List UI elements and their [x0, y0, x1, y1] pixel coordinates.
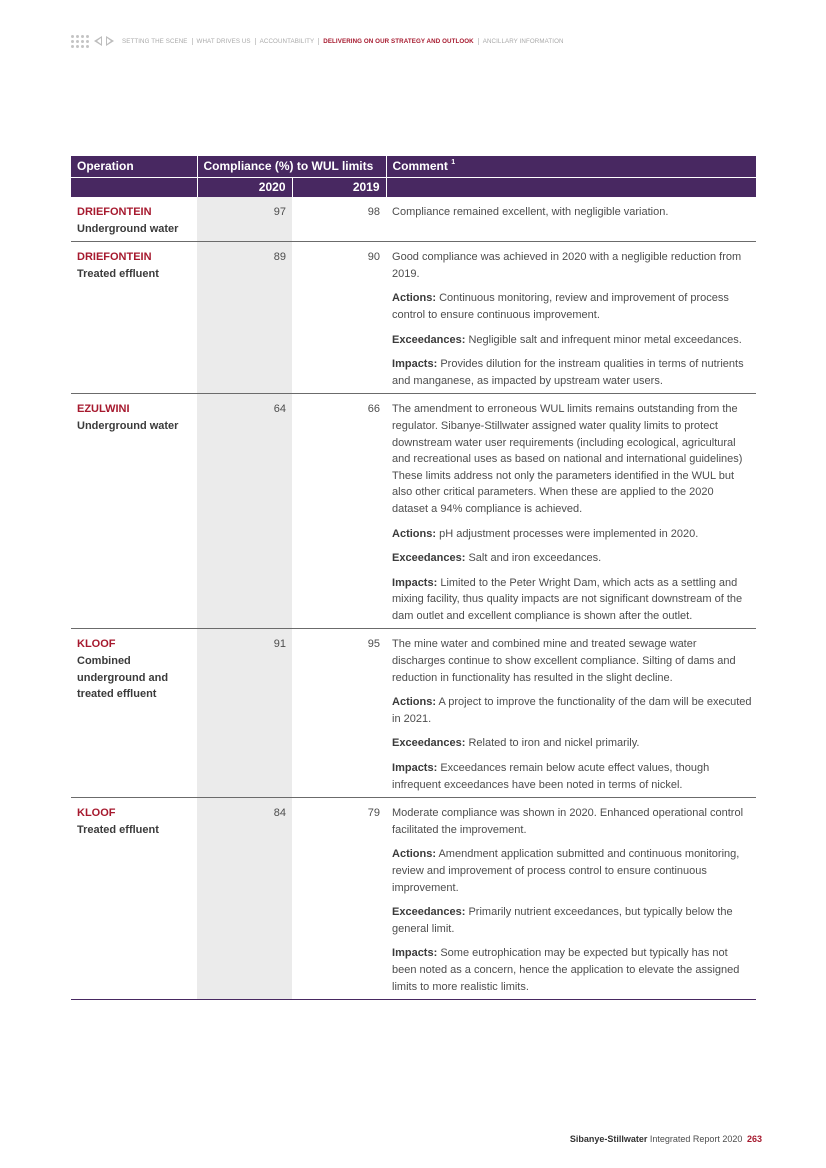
operation-cell: [71, 798, 197, 1000]
nav-item[interactable]: DELIVERING ON OUR STRATEGY AND OUTLOOK: [323, 37, 474, 45]
next-page-icon[interactable]: [106, 36, 114, 46]
table-row: [71, 197, 756, 242]
comment-text: A project to improve the functionality of the dam will be executed in 2021.: [392, 696, 752, 725]
page-number: 263: [746, 1134, 762, 1144]
comment-paragraph: [392, 846, 752, 896]
comment-label: Exceedances:: [392, 552, 466, 565]
operation-name: DRIEFONTEIN: [77, 251, 152, 264]
header-operation: Operation: [71, 156, 197, 177]
footer-report: Integrated Report 2020: [649, 1134, 743, 1144]
comment-text: Limited to the Peter Wright Dam, which acts as a settling and mixing facility, thus quality impacts are not significant downstream of the dam outlet and excellent compliance is shown after the outlet.: [392, 576, 743, 622]
header-year-2019: 2019: [292, 177, 386, 197]
comment-text: Related to iron and nickel primarily.: [468, 737, 640, 750]
section-nav: [122, 38, 564, 45]
comment-paragraph: [392, 694, 752, 727]
comment-label: Exceedances:: [392, 906, 466, 919]
comment-text: pH adjustment processes were implemented in 2020.: [439, 527, 699, 540]
header-comment-footnote: 1: [451, 159, 456, 167]
comment-text: Amendment application submitted and continuous monitoring, review and improvement of process control to ensure continuous improvement.: [392, 848, 740, 894]
comment-paragraph: [392, 636, 752, 686]
comment-paragraph: [392, 575, 752, 625]
header-comment: [386, 156, 756, 177]
comment-label: Impacts:: [392, 576, 438, 589]
compliance-2019: 98: [292, 197, 386, 242]
table-row: [71, 242, 756, 394]
comment-paragraph: [392, 526, 752, 543]
compliance-2020: 84: [197, 798, 292, 1000]
operation-cell: [71, 242, 197, 394]
operation-cell: [71, 629, 197, 798]
compliance-2020: 89: [197, 242, 292, 394]
table-row: [71, 798, 756, 1000]
comment-label: Exceedances:: [392, 333, 466, 346]
operation-type: Underground water: [77, 222, 179, 235]
comment-cell: [386, 197, 756, 242]
comment-cell: [386, 394, 756, 629]
comment-text: Negligible salt and infrequent minor metal exceedances.: [468, 333, 742, 346]
subheader-blank-comment: [386, 177, 756, 197]
compliance-2019: 79: [292, 798, 386, 1000]
compliance-2020: 97: [197, 197, 292, 242]
nav-separator: [255, 38, 256, 45]
compliance-2020: 64: [197, 394, 292, 629]
comment-text: Provides dilution for the instream qualities in terms of nutrients and manganese, as impacted by upstream water users.: [392, 358, 744, 387]
comment-paragraph: [392, 204, 752, 221]
comment-label: Actions:: [392, 527, 437, 540]
comment-text: Good compliance was achieved in 2020 with a negligible reduction from 2019.: [392, 251, 742, 280]
operation-type: Treated effluent: [77, 267, 159, 280]
comment-paragraph: [392, 332, 752, 349]
compliance-2019: 90: [292, 242, 386, 394]
page-footer: [570, 1134, 762, 1144]
comment-paragraph: [392, 290, 752, 323]
table-subheader-row: [71, 177, 756, 197]
comment-paragraph: [392, 550, 752, 567]
comment-label: Actions:: [392, 696, 437, 709]
previous-page-icon[interactable]: [94, 36, 102, 46]
comment-text: The amendment to erroneous WUL limits remains outstanding from the regulator. Sibanye-Stillwater assigned water quality limits to protect downstream water user requirements (including ecological, agricultural and recreational uses as based on national and international guidelines) These limits address not only the parameters identified in the WUL but also other critical parameters. When these are applied to the 2020 dataset a 94% compliance is achieved.: [392, 403, 743, 515]
operation-name: KLOOF: [77, 638, 116, 651]
grid-menu-icon[interactable]: [71, 35, 89, 48]
operation-name: KLOOF: [77, 807, 116, 820]
operation-cell: [71, 394, 197, 629]
comment-paragraph: [392, 945, 752, 995]
comment-paragraph: [392, 735, 752, 752]
nav-separator: [192, 38, 193, 45]
table-row: [71, 629, 756, 798]
operation-type: Treated effluent: [77, 823, 159, 836]
header-compliance: Compliance (%) to WUL limits: [197, 156, 386, 177]
comment-paragraph: [392, 760, 752, 793]
header-year-2020: 2020: [197, 177, 292, 197]
comment-cell: [386, 798, 756, 1000]
comment-label: Impacts:: [392, 358, 438, 371]
comment-label: Impacts:: [392, 947, 438, 960]
comment-text: Moderate compliance was shown in 2020. Enhanced operational control facilitated the improvement.: [392, 807, 744, 836]
comment-cell: [386, 242, 756, 394]
comment-label: Actions:: [392, 292, 437, 305]
comment-paragraph: [392, 249, 752, 282]
comment-text: The mine water and combined mine and treated sewage water discharges continue to show excellent compliance. Silting of dams and reduction in functionality has resulted in the slight decline.: [392, 638, 736, 684]
comment-text: Salt and iron exceedances.: [468, 552, 602, 565]
operation-name: EZULWINI: [77, 403, 130, 416]
operation-type: Combined underground and treated effluent: [77, 655, 169, 701]
subheader-blank: [71, 177, 197, 197]
nav-item[interactable]: ACCOUNTABILITY: [259, 37, 315, 45]
top-navigation: [71, 33, 564, 49]
comment-paragraph: [392, 805, 752, 838]
comment-paragraph: [392, 401, 752, 517]
nav-separator: [478, 38, 479, 45]
operation-type: Underground water: [77, 419, 179, 432]
comment-paragraph: [392, 356, 752, 389]
nav-item[interactable]: WHAT DRIVES US: [196, 37, 251, 45]
compliance-2019: 66: [292, 394, 386, 629]
operation-cell: [71, 197, 197, 242]
comment-cell: [386, 629, 756, 798]
comment-label: Impacts:: [392, 762, 438, 775]
comment-text: Compliance remained excellent, with negligible variation.: [392, 206, 669, 218]
comment-text: Continuous monitoring, review and improvement of process control to ensure continuous improvement.: [392, 292, 729, 321]
table-row: [71, 394, 756, 629]
table-header-row: [71, 156, 756, 177]
nav-separator: [318, 38, 319, 45]
nav-item[interactable]: ANCILLARY INFORMATION: [482, 37, 564, 45]
comment-label: Actions:: [392, 848, 437, 861]
header-comment-label: Comment: [392, 159, 448, 174]
comment-label: Exceedances:: [392, 737, 466, 750]
comment-paragraph: [392, 904, 752, 937]
footer-brand: Sibanye-Stillwater: [569, 1134, 648, 1144]
operation-name: DRIEFONTEIN: [77, 206, 152, 218]
comment-text: Some eutrophication may be expected but typically has not been noted as a concern, hence the application to elevate the assigned limits to more realistic limits.: [392, 947, 740, 993]
comment-text: Primarily nutrient exceedances, but typically below the general limit.: [392, 906, 733, 935]
nav-item[interactable]: SETTING THE SCENE: [122, 37, 188, 45]
compliance-2019: 95: [292, 629, 386, 798]
compliance-2020: 91: [197, 629, 292, 798]
wul-compliance-table: [71, 156, 756, 1000]
comment-text: Exceedances remain below acute effect values, though infrequent exceedances have been noted in terms of nickel.: [392, 762, 710, 791]
